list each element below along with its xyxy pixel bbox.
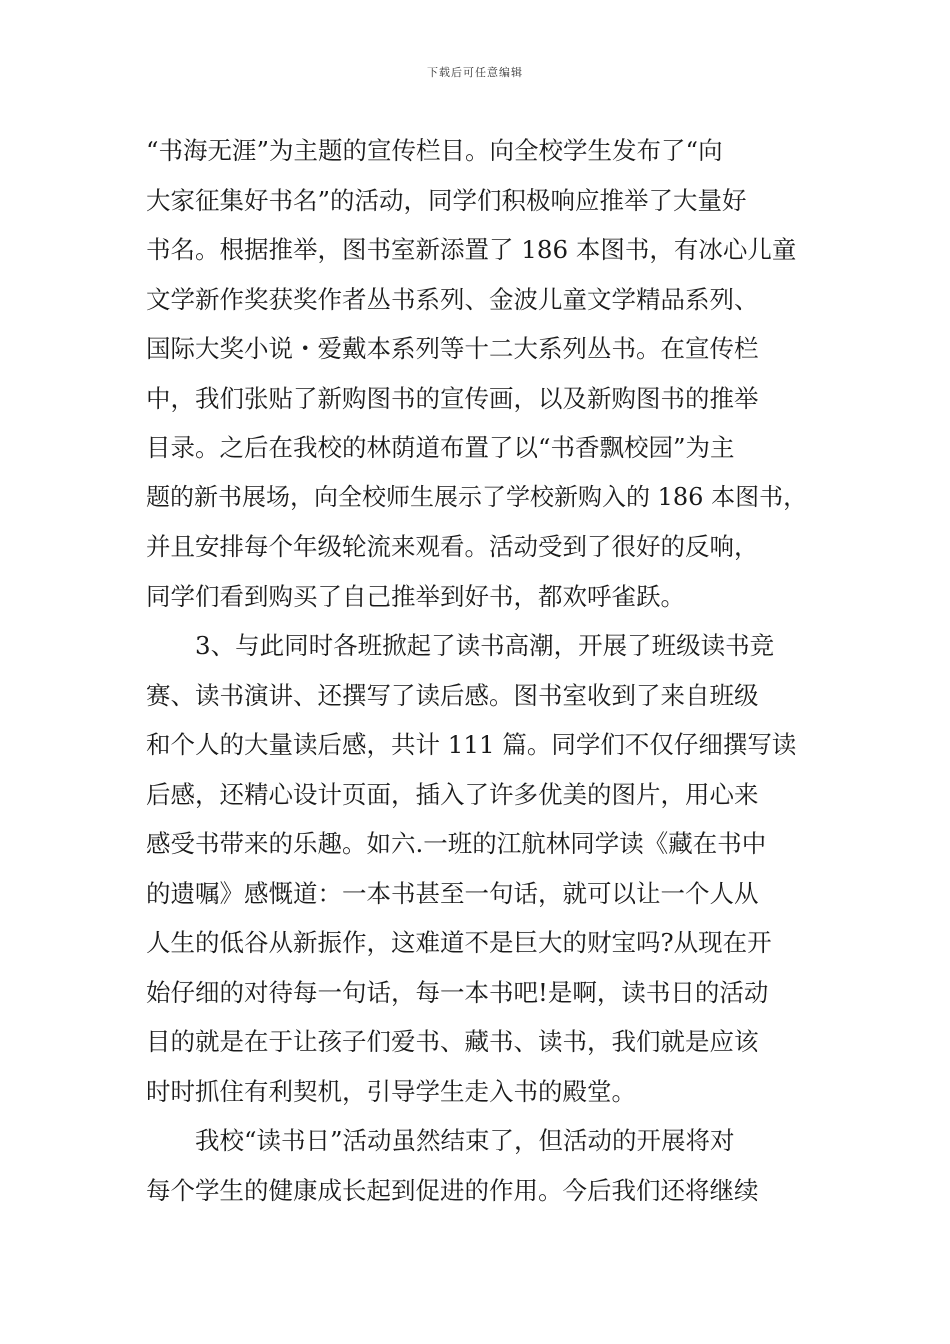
document-body [146,126,808,1215]
text-line: 大家征集好书名”的活动，同学们积极响应推举了大量好 [146,185,747,215]
text-line: 书名。根据推举，图书室新添置了 186 本图书，有冰心儿童 [146,235,797,264]
text-line: 时时抓住有利契机，引导学生走入书的殿堂。 [146,1076,636,1106]
text-line: 国际大奖小说・爱戴本系列等十二大系列丛书。在宣传栏 [146,334,759,363]
paragraph-start-line: 3、与此同时各班掀起了读书高潮，开展了班级读书竞 [195,631,775,660]
text-line: 同学们看到购买了自己推举到好书，都欢呼雀跃。 [146,581,685,611]
text-line: 感受书带来的乐趣。如六.一班的江航林同学读《藏在书中 [146,829,767,858]
text-line: 后感，还精心设计页面，插入了许多优美的图片，用心来 [146,779,759,809]
text-line: 每个学生的健康成长起到促进的作用。今后我们还将继续 [146,1175,759,1205]
text-line: 和个人的大量读后感，共计 111 篇。同学们不仅仔细撰写读 [146,730,797,759]
text-line: 并且安排每个年级轮流来观看。活动受到了很好的反响， [146,532,759,561]
text-line: 目的就是在于让孩子们爱书、藏书、读书，我们就是应该 [146,1027,759,1056]
text-line: 的遗嘱》感慨道：一本书甚至一句话，就可以让一个人从 [146,878,759,908]
page-header: 下载后可任意编辑 [427,66,523,79]
text-line: 人生的低谷从新振作，这难道不是巨大的财宝吗?从现在开 [146,928,772,957]
text-line: “书海无涯”为主题的宣传栏目。向全校学生发布了“向 [146,136,723,165]
text-line: 赛、读书演讲、还撰写了读后感。图书室收到了来自班级 [146,680,759,710]
text-line: 中，我们张贴了新购图书的宣传画，以及新购图书的推举 [146,383,759,413]
paragraph-start-line: 我校“读书日”活动虽然结束了，但活动的开展将对 [195,1126,735,1155]
text-line: 题的新书展场，向全校师生展示了学校新购入的 186 本图书， [146,482,808,511]
text-line: 文学新作奖获奖作者丛书系列、金波儿童文学精品系列、 [146,284,759,314]
text-line: 目录。之后在我校的林荫道布置了以“书香飘校园”为主 [146,433,735,462]
text-line: 始仔细的对待每一句话，每一本书吧!是啊，读书日的活动 [146,977,769,1007]
